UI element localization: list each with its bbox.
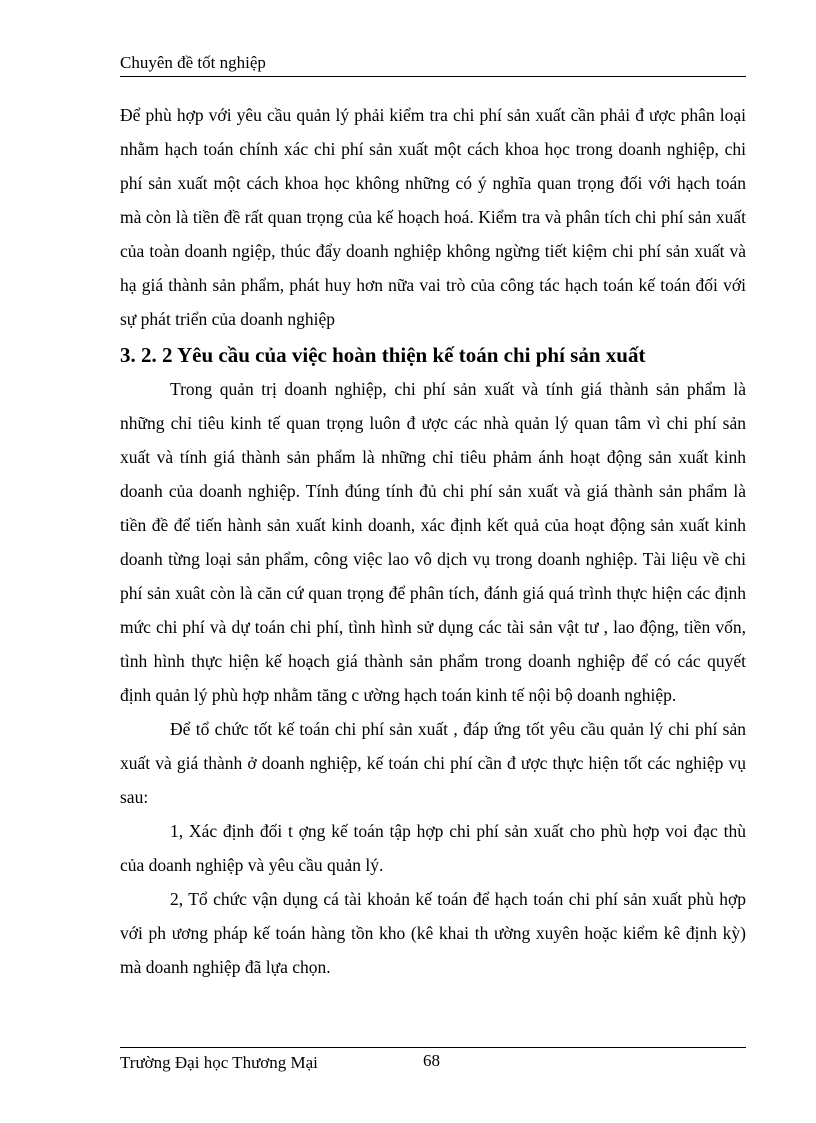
body-paragraph-1: Trong quản trị doanh nghiệp, chi phí sản xuất và tính giá thành sản phẩm là những chỉ tiêu kinh tế quan trọng luôn đ ược các nhà quản lý quan tâm vì chi phí sản xuất và tính giá thành sản phẩm là những chỉ tiêu phảm ánh hoạt động sản xuất kinh doanh của doanh nghiệp. Tính đúng tính đủ chi phí sản xuất và giá thành sản phẩm là tiền đề để tiến hành sản xuất kinh doanh, xác định kết quả của hoạt động sản xuất kinh doanh từng loại sản phẩm, công việc lao vô dịch vụ trong doanh nghiệp. Tài liệu về chi phí sản xuât còn là căn cứ quan trọng để phân tích, đánh giá quá trình thực hiện các định mức chi phí và dự toán chi phí, tình hình sử dụng các tài sản vật tư , lao động, tiền vốn, tình hình thực hiện kế hoạch giá thành sản phẩm trong doanh nghiệp để có các quyết định quản lý phù hợp nhằm tăng c ường hạch toán kinh tế nội bộ doanh nghiệp. — [120, 379, 746, 705]
intro-paragraph: Để phù hợp với yêu cầu quản lý phải kiểm tra chi phí sản xuất cần phải đ ược phân loại nhằm hạch toán chính xác chi phí sản xuất một cách khoa học trong doanh nghiệp, chi phí sản xuất một cách khoa học không những có ý nghĩa quan trọng đối với hạch toán mà còn là tiền đề rất quan trọng của kế hoạch hoá. Kiểm tra và phân tích chi phí sản xuất của toàn doanh ngiệp, thúc đẩy doanh nghiệp không ngừng tiết kiệm chi phí sản xuất và hạ giá thành sản phẩm, phát huy hơn nữa vai trò của công tác hạch toán kế toán đối với sự phát triển của doanh nghiệp — [120, 105, 746, 329]
body-paragraph-2: Để tổ chức tốt kế toán chi phí sản xuất , đáp ứng tốt yêu cầu quản lý chi phí sản xuất và giá thành ở doanh nghiệp, kế toán chi phí cần đ ược thực hiện tốt các nghiệp vụ sau: — [120, 719, 746, 807]
footer-school: Trường Đại học Thương Mại — [120, 1053, 318, 1072]
footer-divider — [120, 1047, 746, 1048]
body-paragraph-4: 2, Tổ chức vận dụng cá tài khoản kế toán để hạch toán chi phí sản xuất phù hợp với ph ương pháp kế toán hàng tồn kho (kê khai th ường xuyên hoặc kiểm kê định kỳ) mà doanh nghiệp đã lựa chọn. — [120, 889, 746, 977]
page-body — [120, 98, 746, 984]
section-heading: 3. 2. 2 Yêu cầu của việc hoàn thiện kế toán chi phí sản xuất — [120, 343, 646, 367]
body-paragraph-3: 1, Xác định đối t ợng kế toán tập hợp chi phí sản xuất cho phù hợp voi đạc thù của doanh nghiệp và yêu cầu quản lý. — [120, 821, 746, 875]
page-number: 68 — [423, 1051, 440, 1070]
header-title: Chuyên đề tốt nghiệp — [120, 53, 266, 72]
page-header — [120, 52, 746, 77]
